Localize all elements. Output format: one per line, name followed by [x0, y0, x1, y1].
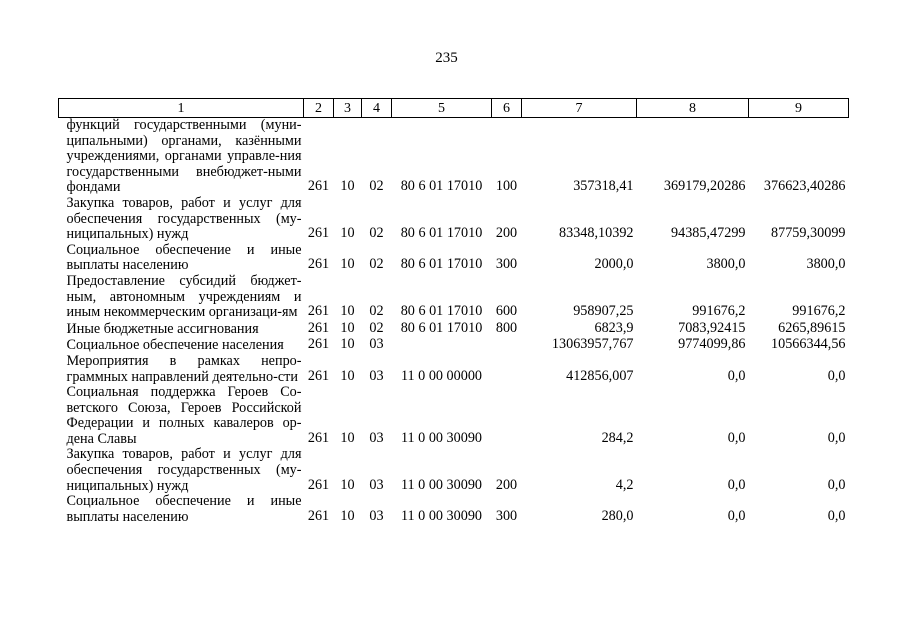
row-name: Социальная поддержка Героев Со-ветского Союза, Героев Российской Федерации и полных кавалеров ор-дена Славы [66, 384, 302, 447]
row-name: Социальное обеспечение и иные выплаты населению [66, 493, 302, 525]
row-code-3: 10 [340, 507, 355, 524]
table-row [59, 447, 849, 494]
row-name: Предоставление субсидий бюджет-ным, автономным учреждениям и иным некоммерческим организаци-ям [66, 272, 302, 321]
row-value-7: 2000,0 [594, 256, 634, 273]
row-value-9: 0,0 [827, 476, 846, 493]
row-code-2: 261 [307, 225, 330, 242]
row-name: Социальное обеспечение населения [66, 337, 284, 354]
row-value-8: 9774099,86 [678, 336, 746, 353]
row-value-8: 94385,47299 [671, 225, 746, 242]
row-code-4: 03 [369, 429, 384, 446]
table-row [59, 274, 849, 321]
row-code-6: 300 [495, 507, 518, 524]
row-value-8: 369179,20286 [663, 178, 746, 195]
header-cell-5: 5 [392, 99, 492, 118]
row-code-6: 300 [495, 256, 518, 273]
row-code-5: 11 0 00 30090 [400, 429, 483, 446]
row-value-9: 376623,40286 [763, 178, 846, 195]
row-value-8: 3800,0 [706, 256, 746, 273]
row-value-7: 83348,10392 [559, 225, 634, 242]
row-value-9: 10566344,56 [771, 336, 846, 353]
row-name: Закупка товаров, работ и услуг для обеспечения государственных (му-ниципальных) нужд [66, 194, 302, 243]
header-cell-7: 7 [522, 99, 637, 118]
row-value-9: 0,0 [827, 429, 846, 446]
row-code-2: 261 [307, 507, 330, 524]
table-row [59, 321, 849, 338]
row-code-5: 11 0 00 30090 [400, 507, 483, 524]
row-code-6: 100 [495, 178, 518, 195]
row-value-7: 412856,007 [566, 367, 634, 384]
row-code-6 [492, 337, 522, 354]
row-code-5: 11 0 00 30090 [400, 476, 483, 493]
row-name: Закупка товаров, работ и услуг для обеспечения государственных (му-ниципальных) нужд [66, 446, 302, 494]
row-code-4: 02 [369, 303, 384, 320]
row-code-4: 03 [369, 507, 384, 524]
row-code-2: 261 [307, 256, 330, 273]
table-row [59, 337, 849, 354]
row-code-6 [492, 354, 522, 385]
row-code-2: 261 [307, 367, 330, 384]
row-code-2: 261 [307, 303, 330, 320]
row-value-8: 991676,2 [692, 303, 746, 320]
row-code-2: 261 [307, 476, 330, 493]
row-code-3: 10 [340, 367, 355, 384]
table-header-row [59, 99, 849, 118]
row-code-3: 10 [340, 336, 355, 353]
row-code-4: 02 [369, 225, 384, 242]
page-number: 235 [435, 50, 458, 66]
row-code-3: 10 [340, 429, 355, 446]
row-code-4: 03 [369, 367, 384, 384]
row-value-8: 0,0 [727, 507, 746, 524]
row-code-4: 02 [369, 178, 384, 195]
row-value-7: 357318,41 [573, 178, 634, 195]
row-code-3: 10 [340, 303, 355, 320]
table-row [59, 118, 849, 196]
header-cell-2: 2 [304, 99, 334, 118]
row-name: Социальное обеспечение и иные выплаты населению [66, 241, 302, 274]
row-code-3: 10 [340, 319, 355, 336]
row-value-9: 6265,89615 [778, 319, 846, 336]
row-value-9: 3800,0 [806, 256, 846, 273]
row-code-5: 11 0 00 00000 [400, 367, 483, 384]
row-value-7: 284,2 [601, 429, 634, 446]
row-code-6: 200 [495, 225, 518, 242]
row-code-3: 10 [340, 178, 355, 195]
header-cell-3: 3 [334, 99, 362, 118]
header-cell-1: 1 [59, 99, 304, 118]
row-code-4: 03 [369, 476, 384, 493]
table-row [59, 243, 849, 274]
row-code-5: 80 6 01 17010 [400, 319, 483, 336]
row-value-8: 0,0 [727, 429, 746, 446]
row-code-4: 03 [369, 336, 384, 353]
row-value-8: 7083,92415 [678, 319, 746, 336]
row-code-4: 02 [369, 319, 384, 336]
row-value-9: 991676,2 [792, 303, 846, 320]
header-cell-8: 8 [637, 99, 749, 118]
row-code-4: 02 [369, 256, 384, 273]
header-cell-6: 6 [492, 99, 522, 118]
row-name: Иные бюджетные ассигнования [66, 320, 259, 337]
row-value-8: 0,0 [727, 476, 746, 493]
row-value-9: 87759,30099 [771, 225, 846, 242]
row-code-6: 200 [495, 476, 518, 493]
row-value-9: 0,0 [827, 507, 846, 524]
row-code-5: 80 6 01 17010 [400, 178, 483, 195]
table-row [59, 385, 849, 447]
row-code-2: 261 [307, 319, 330, 336]
row-code-2: 261 [307, 429, 330, 446]
row-code-3: 10 [340, 476, 355, 493]
row-code-2: 261 [307, 336, 330, 353]
budget-table [58, 98, 849, 525]
row-code-5: 80 6 01 17010 [400, 256, 483, 273]
row-value-7: 958907,25 [573, 303, 634, 320]
row-code-3: 10 [340, 256, 355, 273]
table-row [59, 196, 849, 243]
row-code-3: 10 [340, 225, 355, 242]
table-row [59, 354, 849, 385]
row-code-6 [492, 385, 522, 447]
row-code-5 [392, 337, 492, 354]
row-value-8: 0,0 [727, 367, 746, 384]
row-name: функций государственными (муни-ципальными) органами, казёнными учреждениями, органами управле-ния государственными внебюджет-ными фондами [66, 117, 302, 196]
row-value-7: 280,0 [601, 507, 634, 524]
row-value-7: 13063957,767 [551, 336, 634, 353]
row-code-2: 261 [307, 178, 330, 195]
row-code-5: 80 6 01 17010 [400, 225, 483, 242]
row-code-5: 80 6 01 17010 [400, 303, 483, 320]
row-name: Мероприятия в рамках непро-граммных направлений деятельно-сти [66, 352, 302, 385]
row-code-6: 800 [495, 319, 518, 336]
header-cell-9: 9 [749, 99, 849, 118]
table-row [59, 494, 849, 525]
row-value-7: 6823,9 [594, 319, 634, 336]
row-value-9: 0,0 [827, 367, 846, 384]
row-code-6: 600 [495, 303, 518, 320]
row-value-7: 4,2 [615, 476, 634, 493]
header-cell-4: 4 [362, 99, 392, 118]
